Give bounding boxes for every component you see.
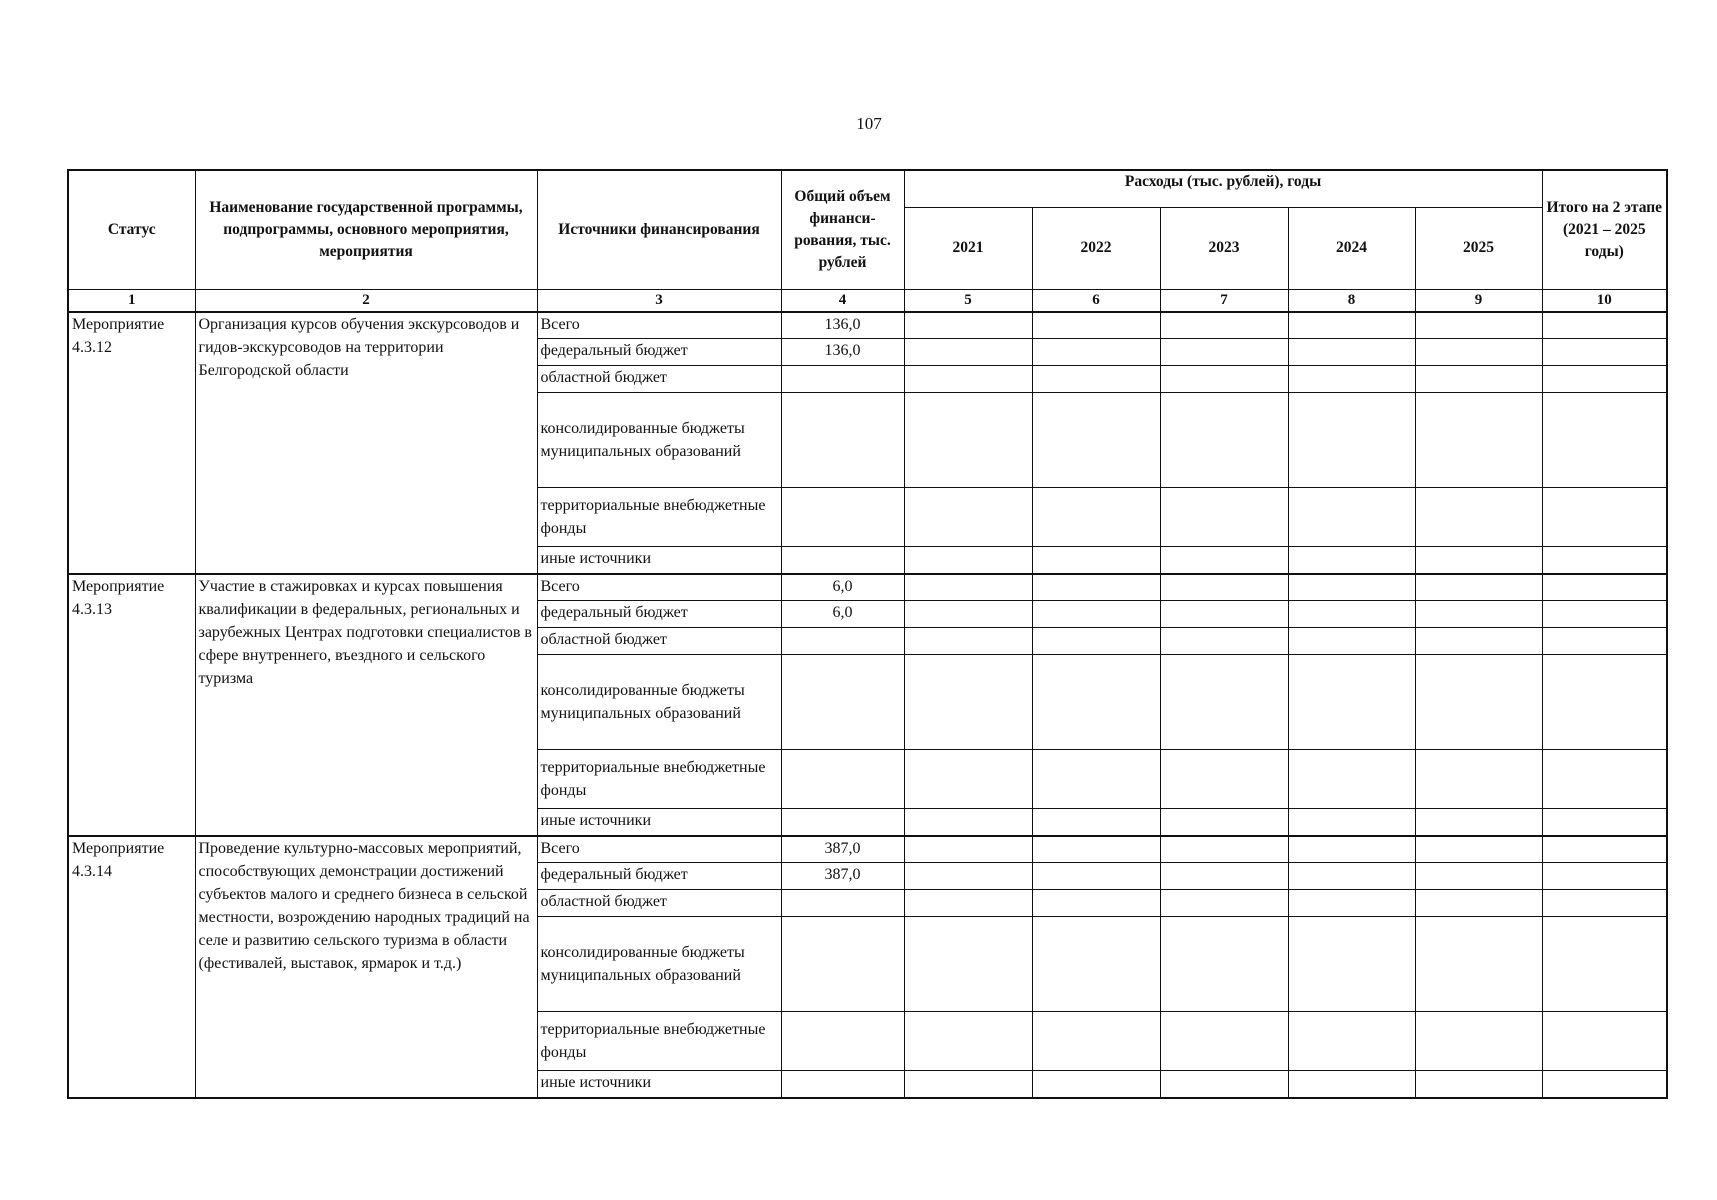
source-municipal: консолидированные бюджеты муниципальных образований [537, 655, 781, 750]
source-territorial: территориальные внебюджетные фонды [537, 750, 781, 809]
row-status: Мероприятие 4.3.14 [68, 836, 195, 1098]
total-value: 387,0 [781, 863, 904, 890]
header-stage-total: Итого на 2 этапе (2021 – 2025 годы) [1542, 170, 1667, 289]
row-name: Проведение культурно-массовых мероприятий, способствующих демонстрации достижений субъектов малого и среднего бизнеса в сельской местности, возрождению народных традиций на селе и развитию сельского туризма в области (фестивалей, выставок, ярмарок и т.д.) [195, 836, 537, 1098]
page-number: 107 [856, 114, 882, 133]
table-row [68, 836, 1667, 863]
row-status: Мероприятие 4.3.12 [68, 312, 195, 574]
table-row [68, 312, 1667, 339]
column-number: 8 [1288, 289, 1415, 312]
header-name: Наименование государственной программы, подпрограммы, основного мероприятия, мероприятия [195, 170, 537, 289]
source-federal: федеральный бюджет [537, 863, 781, 890]
header-status: Статус [68, 170, 195, 289]
header-year-2024: 2024 [1288, 207, 1415, 289]
table-row [68, 574, 1667, 601]
total-value: 6,0 [781, 574, 904, 601]
header-total: Общий объем финанси-рования, тыс. рублей [781, 170, 904, 289]
source-all: Всего [537, 312, 781, 339]
funding-table [67, 169, 1668, 1099]
source-municipal: консолидированные бюджеты муниципальных образований [537, 917, 781, 1012]
column-number: 7 [1160, 289, 1288, 312]
column-number: 4 [781, 289, 904, 312]
row-name: Участие в стажировках и курсах повышения квалификации в федеральных, региональных и зарубежных Центрах подготовки специалистов в сфере внутреннего, въездного и сельского туризма [195, 574, 537, 836]
source-federal: федеральный бюджет [537, 339, 781, 366]
total-value: 387,0 [781, 836, 904, 863]
total-value: 136,0 [781, 312, 904, 339]
total-value: 136,0 [781, 339, 904, 366]
column-number: 5 [904, 289, 1032, 312]
column-number: 1 [68, 289, 195, 312]
source-other: иные источники [537, 809, 781, 836]
header-year-2022: 2022 [1032, 207, 1160, 289]
source-municipal: консолидированные бюджеты муниципальных образований [537, 393, 781, 488]
source-all: Всего [537, 836, 781, 863]
column-number: 2 [195, 289, 537, 312]
row-name: Организация курсов обучения экскурсоводов и гидов-экскурсоводов на территории Белгородской области [195, 312, 537, 574]
source-territorial: территориальные внебюджетные фонды [537, 488, 781, 547]
column-number: 3 [537, 289, 781, 312]
source-other: иные источники [537, 547, 781, 574]
header-year-2023: 2023 [1160, 207, 1288, 289]
header-year-2021: 2021 [904, 207, 1032, 289]
header-year-2025: 2025 [1415, 207, 1542, 289]
column-numbers-row [68, 289, 1667, 312]
source-all: Всего [537, 574, 781, 601]
source-regional: областной бюджет [537, 628, 781, 655]
source-regional: областной бюджет [537, 366, 781, 393]
column-number: 10 [1542, 289, 1667, 312]
source-regional: областной бюджет [537, 890, 781, 917]
row-status: Мероприятие 4.3.13 [68, 574, 195, 836]
source-federal: федеральный бюджет [537, 601, 781, 628]
column-number: 6 [1032, 289, 1160, 312]
source-other: иные источники [537, 1071, 781, 1098]
header-sources: Источники финансирования [537, 170, 781, 289]
header-expenses: Расходы (тыс. рублей), годы [904, 170, 1542, 207]
column-number: 9 [1415, 289, 1542, 312]
total-value: 6,0 [781, 601, 904, 628]
source-territorial: территориальные внебюджетные фонды [537, 1012, 781, 1071]
